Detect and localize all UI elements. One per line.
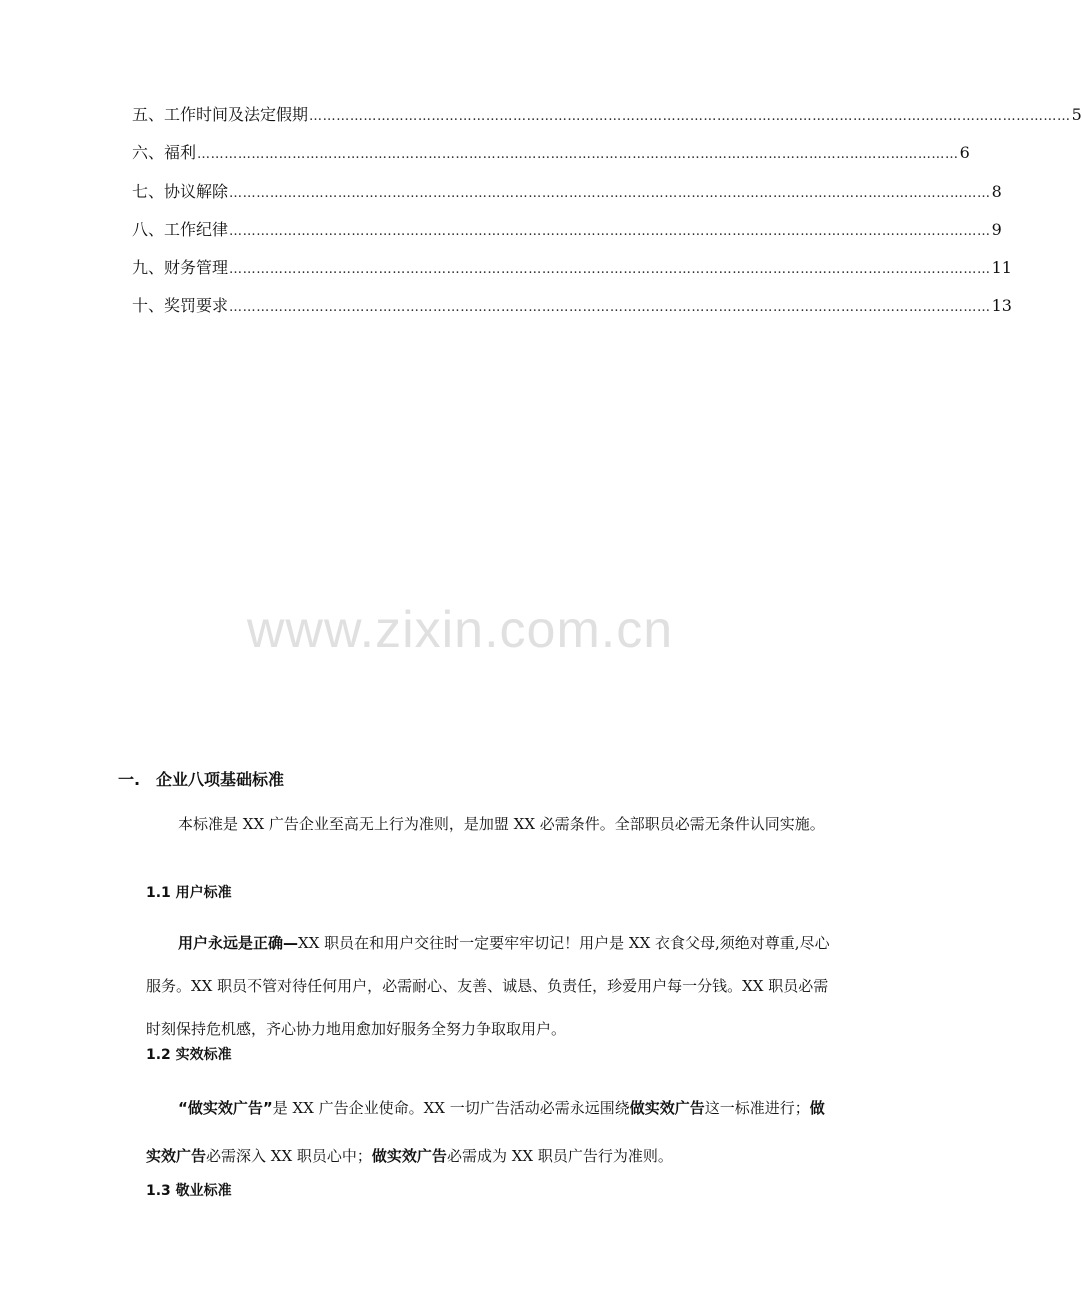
watermark: www.zixin.com.cn xyxy=(246,601,674,659)
toc-entry-label: 六、福利 xyxy=(132,143,197,163)
paragraph-text: 必需深入 XX 职员心中； xyxy=(206,1147,372,1165)
toc-leader-dots: …………………………………………………………………………………………………………………………………………………… xyxy=(229,185,991,201)
toc-leader-dots: …………………………………………………………………………………………………………………………………………………… xyxy=(229,223,991,239)
toc-entry-page: 9 xyxy=(991,219,1002,239)
intro-paragraph: 本标准是 XX 广告企业至高无上行为准则，是加盟 XX 必需条件。全部职员必需无条件认同实施。 xyxy=(178,815,825,833)
bold-phrase: “做实效广告” xyxy=(178,1099,273,1117)
toc-entry-page: 5 xyxy=(1071,105,1082,124)
toc-leader-dots: …………………………………………………………………………………………………………………………………………………… xyxy=(309,109,1071,124)
customer-standard-paragraph xyxy=(146,922,832,1051)
toc-entry[interactable] xyxy=(132,141,970,179)
subsection-heading: 1.3 敬业标准 xyxy=(146,1183,232,1199)
bold-phrase: 做实效广告 xyxy=(146,1099,825,1165)
subsection-heading: 1.1 用户标准 xyxy=(146,885,232,901)
paragraph-text: 这一标准进行； xyxy=(704,1099,810,1117)
paragraph-text: 是 XX 广告企业使命。XX 一切广告活动必需永远围绕 xyxy=(272,1099,630,1117)
effectiveness-standard-paragraph xyxy=(146,1084,832,1180)
toc-leader-dots: …………………………………………………………………………………………………………………………………………………… xyxy=(197,147,959,163)
toc-entry-label: 八、工作纪律 xyxy=(132,219,229,239)
toc-entry-label: 七、协议解除 xyxy=(132,181,229,201)
toc-entry-page: 11 xyxy=(991,258,1012,278)
subsection-heading: 1.2 实效标准 xyxy=(146,1047,232,1063)
toc-entry-page: 6 xyxy=(959,143,970,163)
paragraph-text: XX 职员在和用户交往时一定要牢牢切记！用户是 XX 衣食父母,须绝对尊重,尽心服务。XX 职员不管对待任何用户，必需耐心、友善、诚恳、负责任，珍爱用户每一分钱。XX 职员必需时刻保持危机感，齐心协力地用愈加好服务全努力争取取用户。 xyxy=(146,934,830,1038)
toc-entry-label: 九、财务管理 xyxy=(132,258,229,278)
bold-lead: 用户永远是正确— xyxy=(178,934,299,952)
toc-entry[interactable] xyxy=(132,103,1082,141)
toc-entry-label: 五、工作时间及法定假期 xyxy=(132,105,309,124)
toc-entry-label: 十、奖罚要求 xyxy=(132,296,229,316)
section-heading xyxy=(118,767,284,790)
section-number: 一. xyxy=(118,770,141,789)
section-title: 企业八项基础标准 xyxy=(156,770,285,789)
toc-leader-dots: …………………………………………………………………………………………………………………………………………………… xyxy=(229,262,991,278)
bold-phrase: 做实效广告 xyxy=(371,1147,447,1165)
toc-leader-dots: …………………………………………………………………………………………………………………………………………………… xyxy=(229,300,991,316)
toc-entry-page: 13 xyxy=(991,296,1012,316)
toc-entry[interactable] xyxy=(132,294,1012,332)
bold-phrase: 做实效广告 xyxy=(629,1099,705,1117)
table-of-contents xyxy=(132,103,1082,333)
toc-entry[interactable] xyxy=(132,256,1012,294)
toc-entry[interactable] xyxy=(132,180,1002,218)
paragraph-text: 必需成为 XX 职员广告行为准则。 xyxy=(446,1147,673,1165)
toc-entry[interactable] xyxy=(132,218,1002,256)
toc-entry-page: 8 xyxy=(991,181,1002,201)
